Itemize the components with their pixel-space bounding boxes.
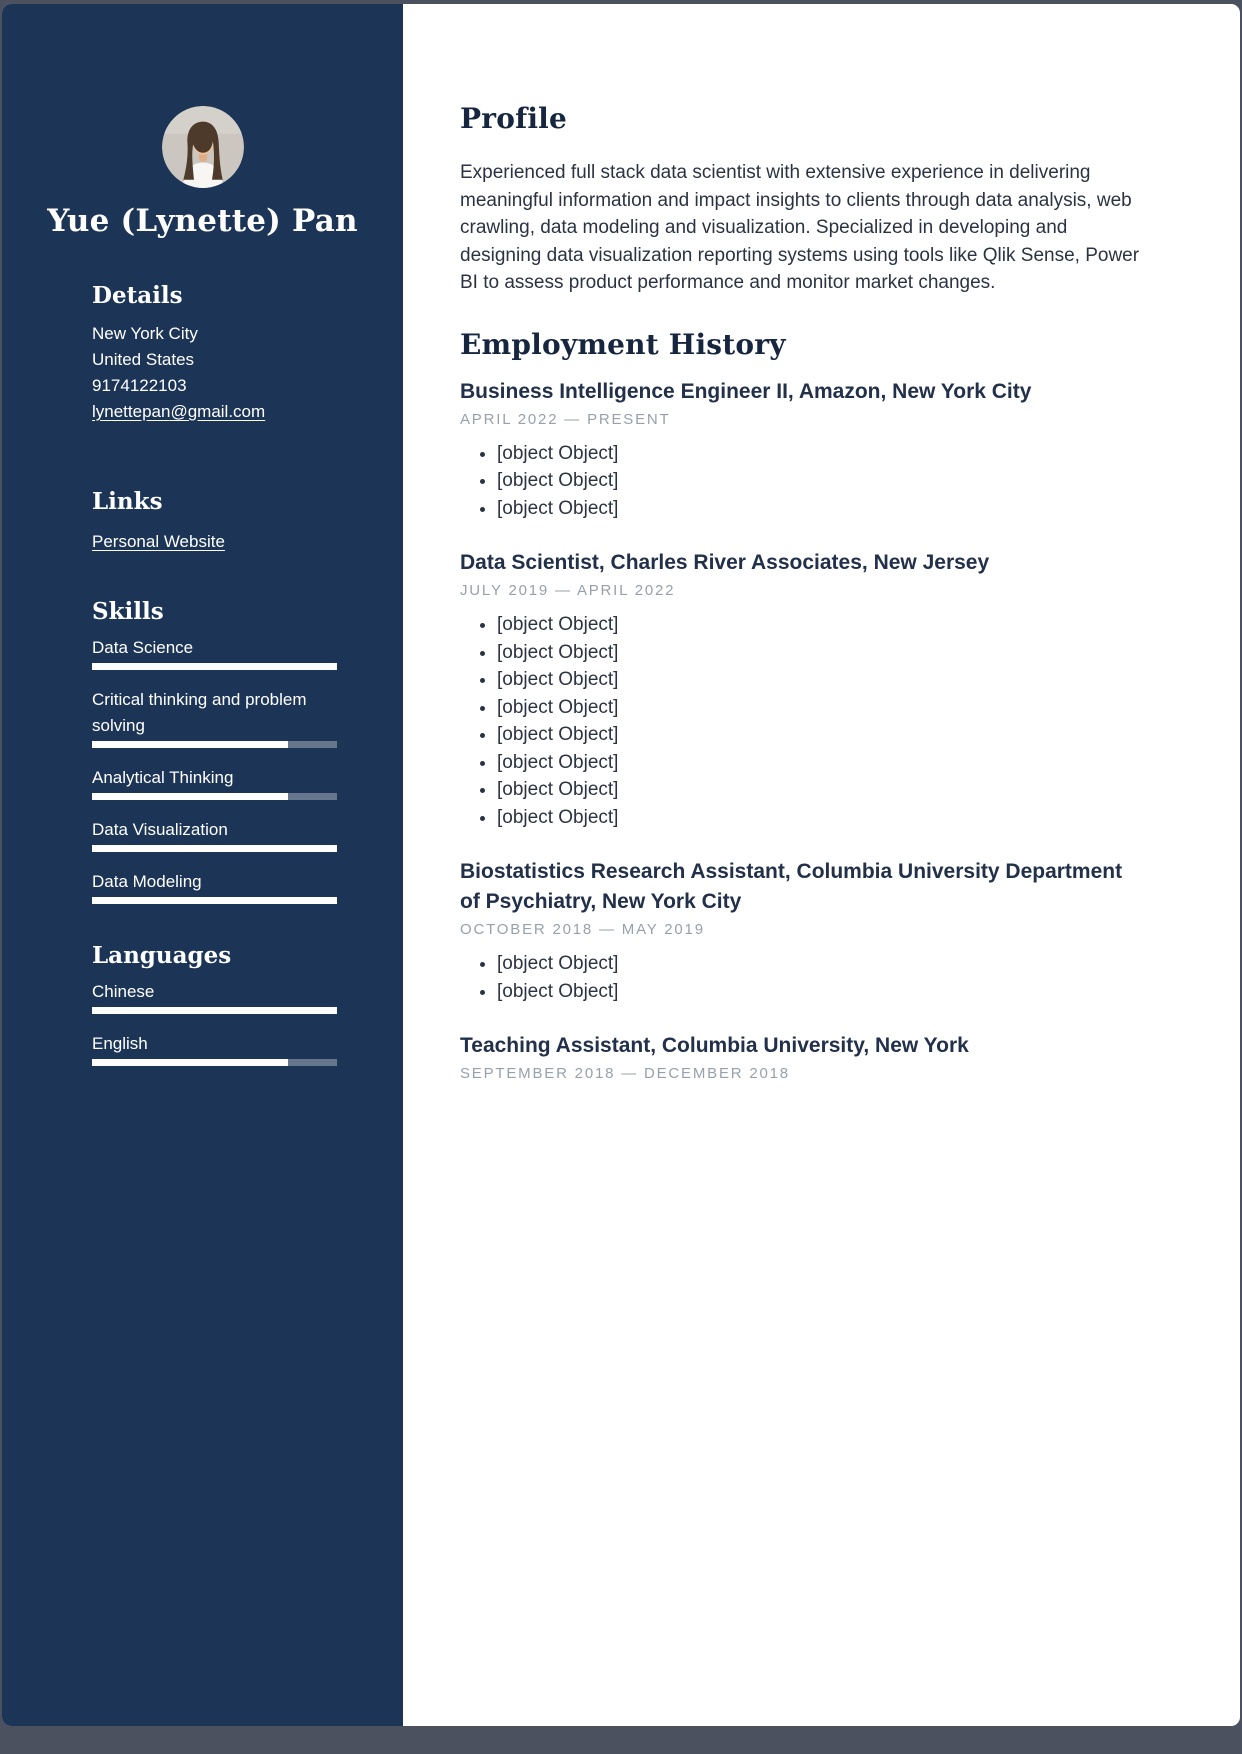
candidate-name: Yue (Lynette) Pan [47, 203, 358, 239]
skills-heading: Skills [92, 598, 164, 625]
skill-level-fill [92, 741, 288, 748]
links-section [92, 487, 337, 555]
employment-entry [460, 1031, 1145, 1084]
skill-item [92, 869, 337, 904]
skill-level-bar [92, 897, 337, 904]
profile-text: Experienced full stack data scientist with extensive experience in delivering meaningful information and impact insights to clients through data analysis, web crawling, data modeling and visualization. Specialized in developing and designing data visualization reporting systems using tools like Qlik Sense, Power BI to assess product performance and monitor market changes. [460, 162, 1140, 293]
entry-title: Business Intelligence Engineer II, Amazon, New York City [460, 379, 1032, 403]
skill-label: Critical thinking and problem solving [92, 690, 307, 735]
profile-heading: Profile [460, 102, 568, 135]
entry-dates: OCTOBER 2018 — MAY 2019 [460, 921, 705, 938]
language-level-fill [92, 1007, 337, 1014]
skill-level-fill [92, 845, 337, 852]
skill-level-bar [92, 663, 337, 670]
skill-level-bar [92, 741, 337, 748]
entry-dates: SEPTEMBER 2018 — DECEMBER 2018 [460, 1065, 790, 1082]
sidebar-header [2, 106, 403, 241]
entry-bullet: • [object Object] [497, 776, 1145, 804]
resume-page [2, 4, 1240, 1726]
skill-label: Data Modeling [92, 872, 202, 891]
entry-bullet: • [object Object] [497, 694, 1145, 722]
entry-bullet: • [object Object] [497, 804, 1145, 832]
language-item [92, 979, 337, 1014]
employment-entry [460, 548, 1145, 831]
language-level-bar [92, 1007, 337, 1014]
links-list [92, 517, 337, 555]
employment-section [460, 327, 1145, 1085]
details-heading: Details [92, 282, 183, 309]
employment-entry [460, 857, 1145, 1005]
entry-bullet-list [460, 611, 1145, 831]
employment-entry [460, 377, 1145, 523]
skill-label: Analytical Thinking [92, 768, 234, 787]
entry-title: Biostatistics Research Assistant, Columbia University Department of Psychiatry, New York City [460, 860, 1123, 913]
skills-list [92, 635, 337, 904]
entry-bullet: • [object Object] [497, 611, 1145, 639]
entry-bullet: • [object Object] [497, 721, 1145, 749]
entry-bullet: • [object Object] [497, 440, 1145, 468]
language-level-fill [92, 1059, 288, 1066]
sidebar [2, 4, 403, 1726]
skill-label: Data Science [92, 638, 194, 657]
skills-section [92, 597, 337, 904]
language-label: Chinese [92, 982, 155, 1001]
languages-list [92, 979, 337, 1066]
skill-item [92, 687, 337, 748]
skill-item [92, 635, 337, 670]
skill-level-bar [92, 845, 337, 852]
languages-heading: Languages [92, 942, 232, 969]
details-section [92, 281, 337, 425]
detail-line: New York City [92, 324, 198, 343]
employment-entries [460, 377, 1145, 1085]
entry-bullet: • [object Object] [497, 749, 1145, 777]
skill-level-fill [92, 793, 288, 800]
skill-level-bar [92, 793, 337, 800]
skill-item [92, 765, 337, 800]
entry-bullet: • [object Object] [497, 467, 1145, 495]
email-link[interactable]: lynettepan@gmail.com [92, 402, 266, 421]
entry-dates: APRIL 2022 — PRESENT [460, 410, 671, 428]
entry-bullet-list [460, 950, 1145, 1005]
languages-section [92, 941, 337, 1066]
detail-line: United States [92, 350, 195, 369]
entry-bullet: • [object Object] [497, 495, 1145, 523]
entry-bullet-list [460, 440, 1145, 523]
entry-bullet: • [object Object] [497, 666, 1145, 694]
skill-level-fill [92, 663, 337, 670]
language-label: English [92, 1034, 148, 1053]
profile-section [460, 101, 1145, 297]
main-content [403, 4, 1240, 1726]
skill-label: Data Visualization [92, 820, 228, 839]
skill-item [92, 817, 337, 852]
entry-dates: JULY 2019 — APRIL 2022 [460, 582, 676, 599]
details-lines [92, 321, 337, 399]
entry-bullet: • [object Object] [497, 978, 1145, 1006]
entry-title: Data Scientist, Charles River Associates, New Jersey [460, 551, 990, 574]
personal-website-link[interactable]: Personal Website [92, 532, 225, 551]
entry-title: Teaching Assistant, Columbia University, New York [460, 1034, 969, 1057]
profile-photo-icon [162, 106, 244, 188]
language-item [92, 1031, 337, 1066]
employment-heading: Employment History [460, 327, 786, 361]
language-level-bar [92, 1059, 337, 1066]
links-heading: Links [92, 488, 163, 515]
entry-bullet: • [object Object] [497, 950, 1145, 978]
entry-bullet: • [object Object] [497, 639, 1145, 667]
skill-level-fill [92, 897, 337, 904]
detail-line: 9174122103 [92, 376, 187, 395]
